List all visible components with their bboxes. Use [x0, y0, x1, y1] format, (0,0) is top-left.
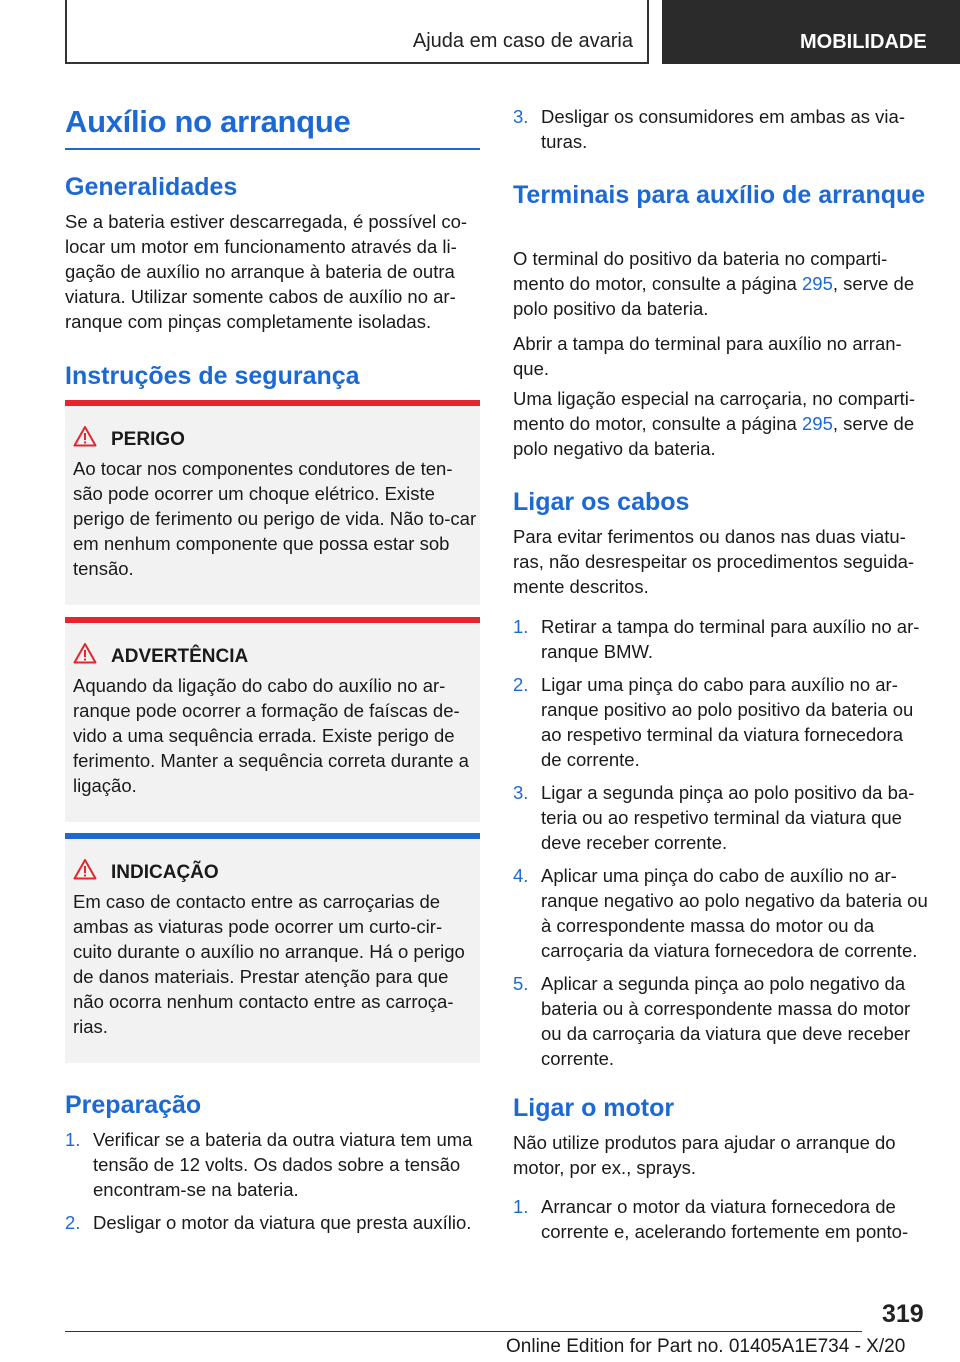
title-divider [65, 148, 480, 150]
step-text: Ligar a segunda pinça ao polo positivo da ba-teria ou ao respetivo terminal da viatura que deve receber corrente. [541, 782, 915, 853]
terminais-p1-text-end: , serve de polo positivo da bateria. [513, 273, 915, 319]
notice-text: Ao tocar nos componentes condutores de ten-são pode ocorrer um choque elétrico. Existe perigo de ferimento ou perigo de vida. Não to-car em nenhum componente que possa estar sob tensão. [73, 458, 477, 579]
list-item [65, 1127, 483, 1202]
heading-preparacao: Preparação [65, 1091, 202, 1119]
step-number: 4. [513, 865, 529, 886]
step-text: Desligar os consumidores em ambas as via-turas. [541, 106, 905, 152]
step-number: 1. [513, 1196, 529, 1217]
footer-edition: Online Edition for Part no. 01405A1E734 - X/20 [506, 1336, 906, 1357]
notice-bar [65, 617, 480, 623]
step-number: 5. [513, 973, 529, 994]
terminais-paragraph-3 [513, 386, 931, 461]
step-text: Retirar a tampa do terminal para auxílio no ar-ranque BMW. [541, 616, 920, 662]
motor-steps [513, 1194, 928, 1252]
step-number: 3. [513, 106, 529, 127]
step-text: Desligar o motor da viatura que presta auxílio. [93, 1212, 472, 1233]
heading-ligar-motor: Ligar o motor [513, 1094, 675, 1122]
step-number: 1. [513, 616, 529, 637]
list-item [513, 104, 928, 154]
notice-label: ADVERTÊNCIA [111, 646, 249, 667]
step-text: Aplicar uma pinça do cabo de auxílio no ar-ranque negativo ao polo negativo da bateria ou à correspondente massa do motor ou da carroçaria da viatura fornecedora de corrente. [541, 865, 928, 961]
heading-generalidades: Generalidades [65, 173, 238, 201]
warning-triangle-icon [73, 858, 97, 886]
notice-heading [73, 425, 185, 453]
step-number: 1. [65, 1129, 81, 1150]
motor-intro: Não utilize produtos para ajudar o arranque do motor, por ex., sprays. [513, 1132, 896, 1178]
notice-label: INDICAÇÃO [111, 862, 219, 883]
notice-label: PERIGO [111, 429, 185, 450]
notice-bar [65, 400, 480, 406]
cabos-steps [513, 614, 928, 1079]
list-item [513, 971, 928, 1071]
preparacao-steps [65, 1127, 483, 1243]
notice-heading [73, 858, 219, 886]
page-number: 319 [882, 1300, 924, 1328]
terminais-paragraph-1 [513, 246, 931, 321]
step-text: Ligar uma pinça do cabo para auxílio no ar-ranque positivo ao polo positivo da bateria ou ao respetivo terminal da viatura fornecedora de corrente. [541, 674, 914, 770]
step-number: 2. [65, 1212, 81, 1233]
notice-heading [73, 642, 248, 670]
list-item [513, 863, 928, 963]
list-item [513, 1194, 928, 1244]
warning-triangle-icon [73, 642, 97, 670]
heading-terminais: Terminais para auxílio de arranque [513, 181, 926, 209]
page-reference-link[interactable]: 295 [802, 413, 833, 434]
notice-perigo [65, 400, 480, 605]
notice-bar [65, 833, 480, 839]
list-item [513, 672, 928, 772]
header-chapter-tab: MOBILIDADE [662, 0, 960, 64]
generalidades-text: Se a bateria estiver descarregada, é possível co-locar um motor em funcionamento através da li-gação de auxílio no arranque à bateria de outra viatura. Utilizar somente cabos de auxílio no ar-ranque com pinças completamente isoladas. [65, 211, 468, 332]
step-text: Verificar se a bateria da outra viatura tem uma tensão de 12 volts. Os dados sobre a tensão encontram-se na bateria. [93, 1129, 473, 1200]
list-item [513, 780, 928, 855]
cabos-intro: Para evitar ferimentos ou danos nas duas viatu-ras, não desrespeitar os procedimentos seguida-mente descritos. [513, 526, 915, 597]
terminais-p3-text: Uma ligação especial na carroçaria, no comparti-mento do motor, consulte a página [513, 388, 916, 434]
page-reference-link[interactable]: 295 [802, 273, 833, 294]
terminais-p1-text: O terminal do positivo da bateria no comparti-mento do motor, consulte a página [513, 248, 888, 294]
heading-ligar-cabos: Ligar os cabos [513, 488, 690, 516]
step-text: Aplicar a segunda pinça ao polo negativo da bateria ou à correspondente massa do motor ou da carroçaria da viatura que deve receber corrente. [541, 973, 911, 1069]
step-number: 2. [513, 674, 529, 695]
heading-seguranca: Instruções de segurança [65, 362, 360, 390]
preparacao-steps-continued [513, 104, 928, 162]
header-frame [65, 0, 649, 64]
notice-text: Em caso de contacto entre as carroçarias de ambas as viaturas pode ocorrer um curto-cir-cuito durante o auxílio no arranque. Há o perigo de danos materiais. Prestar atenção para que não ocorra nenhum contacto entre as carroça-rias. [73, 891, 465, 1037]
notice-advertencia [65, 617, 480, 822]
page-title: Auxílio no arranque [65, 104, 351, 139]
step-text: Arrancar o motor da viatura fornecedora de corrente e, acelerando fortemente em ponto- [541, 1196, 909, 1242]
header-section-title: Ajuda em caso de avaria [412, 30, 633, 52]
terminais-paragraph-2: Abrir a tampa do terminal para auxílio no arran-que. [513, 333, 902, 379]
warning-triangle-icon [73, 425, 97, 453]
footer-divider [65, 1331, 862, 1332]
step-number: 3. [513, 782, 529, 803]
notice-indicacao [65, 833, 480, 1063]
terminais-p3-text-end: , serve de polo negativo da bateria. [513, 413, 915, 459]
list-item [513, 614, 928, 664]
list-item [65, 1210, 483, 1235]
notice-text: Aquando da ligação do cabo do auxílio no ar-ranque pode ocorrer a formação de faíscas de-vido a uma sequência errada. Existe perigo de ferimento. Manter a sequência correta durante a ligação. [73, 675, 469, 796]
